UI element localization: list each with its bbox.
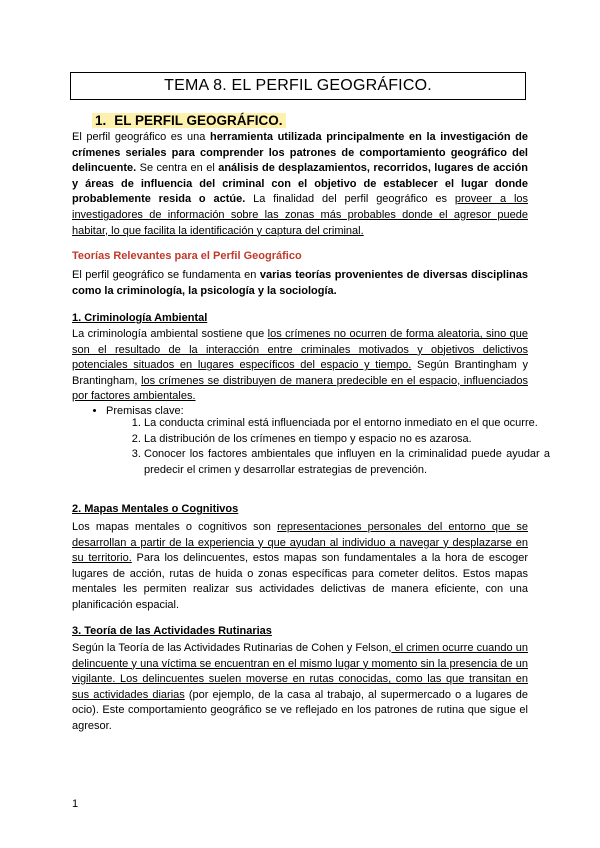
- section-heading: [92, 113, 286, 128]
- criminologia-paragraph: La criminología ambiental sostiene que los crímenes no ocurren de forma aleatoria, sino que son el resultado de la interacción entre criminales motivados y objetivos delictivos potenciales situados en lugares específicos del espacio y tiempo. Según Brantingham y Brantingham, los crímenes se distribuyen de manera predecible en el espacio, influenciados por factores ambientales.: [72, 328, 529, 403]
- rutinarias-paragraph: Según la Teoría de las Actividades Rutinarias de Cohen y Felson, el crimen ocurre cuando un delincuente y una víctima se encuentran en el mismo lugar y momento sin la presencia de un vigilante. Los delincuentes suelen moverse en rutas conocidas, como las que transitan en sus actividades diarias (por ejemplo, de la casa al trabajo, al supermercado o a lugares de ocio). Este comportamiento geográfico se ve reflejado en los patrones de rutina que sigue el agresor.: [72, 642, 529, 732]
- theories-heading: Teorías Relevantes para el Perfil Geográfico: [72, 250, 302, 262]
- theories-intro-paragraph: El perfil geográfico se fundamenta en varias teorías provenientes de diversas disciplinas como la criminología, la psicología y la sociología.: [72, 269, 528, 297]
- page-number: 1: [72, 798, 79, 810]
- section-number: 1.: [95, 113, 107, 128]
- mapas-heading: 2. Mapas Mentales o Cognitivos: [72, 503, 239, 515]
- mapas-paragraph: Los mapas mentales o cognitivos son representaciones personales del entorno que se desarrollan a partir de la experiencia y que ayudan al individuo a navegar y desplazarse en su territorio. Para los delincuentes, estos mapas son fundamentales a la hora de escoger lugares de acción, rutas de huida o zonas específicas para cometer delitos. Estos mapas mentales les permiten realizar sus actividades delictivas de manera eficiente, con una planificación espacial.: [72, 521, 529, 611]
- rutinarias-heading: 3. Teoría de las Actividades Rutinarias: [72, 625, 272, 637]
- premisas-label: • Premisas clave:: [106, 404, 184, 420]
- intro-paragraph: El perfil geográfico es una herramienta utilizada principalmente en la investigación de crímenes seriales para comprender los patrones de comportamiento geográfico del delincuente. Se centra en el análisis de desplazamientos, recorridos, lugares de acción y áreas de influencia del criminal con el objetivo de establecer el lugar donde probablemente resida o actúe. La finalidad del perfil geográfico es proveer a los investigadores de información sobre las zonas más probables donde el agresor puede habitar, lo que facilita la identificación y captura del criminal.: [72, 131, 529, 237]
- premisas-items: [122, 416, 550, 478]
- page-title: TEMA 8. EL PERFIL GEOGRÁFICO.: [70, 72, 526, 100]
- list-item: 1. La conducta criminal está influenciada por el entorno inmediato en el que ocurre.: [144, 416, 550, 432]
- section-heading-text: EL PERFIL GEOGRÁFICO.: [114, 113, 283, 128]
- list-item: 3. Conocer los factores ambientales que influyen en la criminalidad puede ayudar a predecir el crimen y desarrollar estrategias de prevención.: [144, 447, 550, 478]
- list-item: 2. La distribución de los crímenes en tiempo y espacio no es azarosa.: [144, 432, 550, 448]
- criminologia-heading: 1. Criminología Ambiental: [72, 312, 208, 324]
